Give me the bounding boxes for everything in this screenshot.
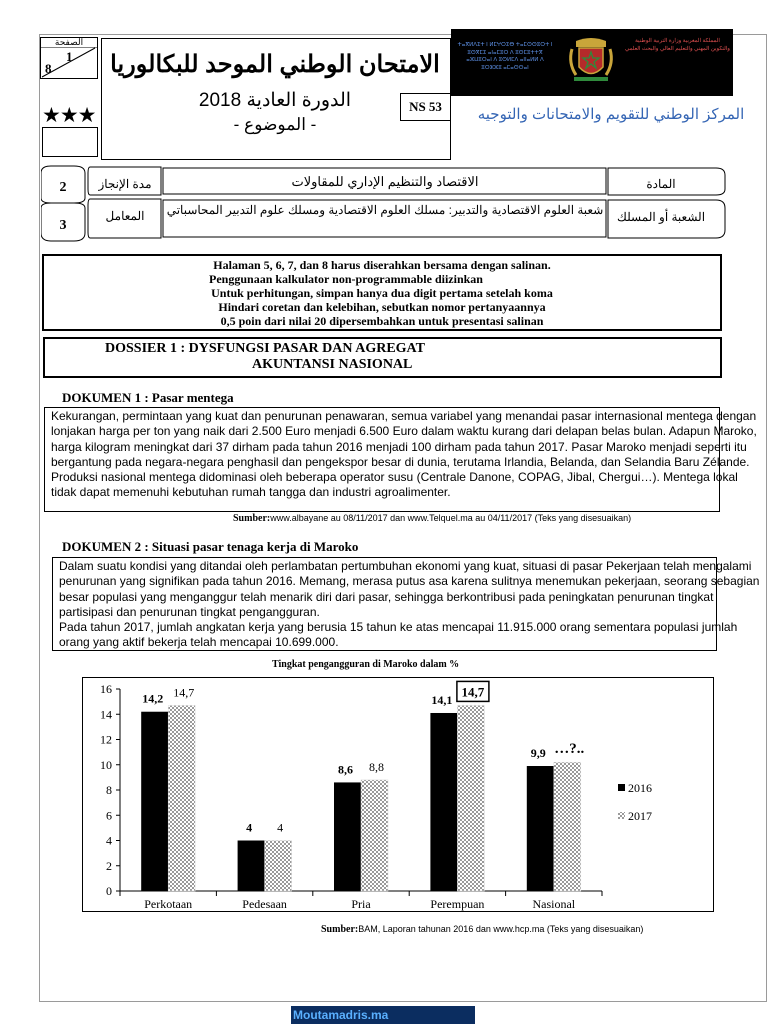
exam-center-title: المركز الوطني للتقويم والامتحانات والتوجيه — [477, 106, 745, 123]
document2-paragraph2: Pada tahun 2017, jumlah angkatan kerja yang berusia 15 tahun ke atas mencapai 11.915.000 orang sementara populasi jumlah orang yang aktif bekerja telah mencapai 10.699.000. — [59, 620, 738, 650]
bar-2016 — [141, 712, 168, 891]
data-label-2016: 8,6 — [338, 762, 353, 777]
y-tick-label: 8 — [106, 783, 112, 797]
page-current: 1 — [66, 49, 73, 64]
exam-code: NS 53 — [400, 93, 451, 121]
chart-source — [321, 924, 643, 935]
y-tick-label: 2 — [106, 858, 112, 873]
y-tick-label: 6 — [106, 808, 112, 823]
document1-title: DOKUMEN 1 : Pasar mentega — [62, 390, 234, 405]
data-label-2016: 14,1 — [431, 692, 453, 707]
coefficient-label: المعامل — [105, 209, 145, 223]
ministry-logo-arabic-text: المملكة المغربية وزارة التربية الوطنية والتكوين المهني والتعليم العالي والبحث العلمي — [625, 38, 730, 52]
data-label-2017: 14,7 — [461, 684, 485, 700]
bar-2017 — [457, 705, 484, 891]
document1-source — [233, 513, 631, 524]
duration-value: 2 — [59, 180, 67, 195]
data-label-2017: 14,7 — [173, 685, 195, 700]
bar-2016 — [527, 766, 554, 891]
document1-paragraph1: Kekurangan, permintaan yang kuat dan penurunan penawaran, semua variabel yang menandai pasar internasional mentega dengan lonjakan harga per ton yang naik dari 2.500 Euro menjadi 6.500 Euro dalam waktu kurang dari delapan belas bulan. Adapun Maroko, harga kilogram meningkat dari 37 dirham pada tahun 2016 menjadi 100 dirham pada tahun 2017. Pasar Maroko menjadi seperti itu bergantung pada negara-negara penghasil dan pengekspor besar di dunia, terutama Irlandia, Belanda, dan Selandia Baru Zélande. — [51, 409, 757, 469]
y-tick-label: 0 — [106, 884, 112, 898]
y-tick-label: 12 — [100, 732, 112, 747]
moroccan-crest-icon — [566, 35, 616, 85]
data-label-2016: 9,9 — [530, 746, 546, 761]
instruction-line: Halaman 5, 6, 7, dan 8 harus diserahkan bersama dengan salinan. — [213, 258, 551, 272]
source-label: Sumber: — [233, 513, 271, 524]
difficulty-stars: ★★★ — [42, 104, 96, 127]
bar-2016 — [238, 841, 265, 892]
dossier-title-line2: AKUNTANSI NASIONAL — [252, 357, 413, 372]
bar-2017 — [168, 705, 195, 891]
unemployment-chart — [82, 677, 714, 912]
source-text: www.albayane au 08/11/2017 dan www.Telquel.ma au 04/11/2017 (Teks yang disesuaikan) — [270, 513, 632, 523]
instruction-line: Penggunaan kalkulator non-programmable diizinkan — [209, 272, 483, 286]
data-label-2017: 4 — [277, 820, 284, 835]
duration-label: مدة الإنجاز — [98, 177, 152, 191]
y-tick-label: 14 — [100, 707, 112, 722]
instruction-line: Untuk perhitungan, simpan hanya dua digit pertama setelah koma — [211, 286, 553, 300]
y-tick-label: 10 — [100, 757, 112, 772]
bar-2016 — [334, 782, 361, 891]
dossier-title-line1: DOSSIER 1 : DYSFUNGSI PASAR DAN AGREGAT — [105, 341, 425, 356]
document1-text — [51, 409, 765, 501]
watermark-logo: Moutamadris.ma — [291, 1006, 475, 1024]
blank-box — [42, 127, 98, 157]
branch-value: شعبة العلوم الاقتصادية والتدبير: مسلك العلوم الاقتصادية ومسلك علوم التدبير المحاسباتي — [166, 203, 604, 217]
bar-2017 — [361, 780, 388, 891]
document2-title: DOKUMEN 2 : Situasi pasar tenaga kerja di Maroko — [62, 539, 359, 554]
page-label: الصفحة — [54, 37, 84, 47]
legend-label-2016: 2016 — [628, 781, 652, 795]
category-label: Pedesaan — [242, 897, 287, 911]
y-tick-label: 16 — [100, 682, 112, 696]
data-label-2016: 14,2 — [142, 691, 164, 706]
legend-swatch-2016 — [618, 784, 625, 791]
legend-label-2017: 2017 — [628, 809, 652, 823]
dossier-title-box — [43, 337, 722, 378]
exam-title: الامتحان الوطني الموحد للبكالوريا — [110, 51, 440, 78]
chart-source-text: BAM, Laporan tahunan 2016 dan www.hcp.ma (Teks yang disesuaikan) — [358, 924, 644, 934]
data-label-2017: …?.. — [554, 741, 585, 758]
data-label-2017: 8,8 — [369, 759, 384, 774]
data-label-2016: 4 — [246, 820, 253, 835]
exam-session: الدورة العادية 2018 — [198, 90, 352, 111]
chart-title: Tingkat pengangguran di Maroko dalam % — [272, 659, 460, 670]
category-label: Perempuan — [430, 897, 485, 911]
chart-source-label: Sumber: — [321, 924, 359, 935]
page-total: 8 — [45, 61, 52, 76]
bar-2016 — [430, 713, 457, 891]
legend-swatch-2017 — [618, 812, 625, 819]
subject-label: المادة — [646, 177, 676, 191]
coefficient-value: 3 — [59, 218, 67, 233]
subject-value: الاقتصاد والتنظيم الإداري للمقاولات — [291, 174, 479, 189]
document2-text — [59, 559, 765, 651]
category-label: Pria — [351, 897, 371, 911]
ministry-logo-tifinagh-text: ⵜⴰⴳⵍⴷⵉⵜ ⵏ ⵍⵎⵖⵔⵉⴱ ⵜⴰⵎⵙⵙⵓⵔⵜ ⵏ ⵓⵙⴳⵎⵉ ⴰⵏⴰⵎⵓⵔ ⴷ ⵓⵙⵎⵓⵜⵜⴳ ⴰⵣⵡⵓⵔⴰⵏ ⴷ ⵓⵙⵍⵎⴷ ⴰⵏⵏⴰⵍⵍ ⴷ ⵓⵔⵣⵣⵓ ⴰⵎⴰⵙⵙⴰⵏ — [457, 42, 553, 71]
instruction-line: 0,5 poin dari nilai 20 dipersembahkan untuk presentasi salinan — [220, 314, 544, 328]
y-tick-label: 4 — [106, 833, 112, 848]
instruction-line: Hindari coretan dan kelebihan, sebutkan nomor pertanyaannya — [218, 300, 546, 314]
exam-subject-label: - الموضوع - — [233, 115, 317, 134]
category-label: Perkotaan — [144, 897, 193, 911]
category-label: Nasional — [532, 897, 576, 911]
branch-label: الشعبة أو المسلك — [616, 210, 706, 224]
bar-2017 — [265, 841, 292, 892]
document1-paragraph2: Produksi nasional mentega didominasi oleh beberapa operator susu (Centrale Danone, COPAG, Jibal, Chergui…). Mentega lokal tidak dapat memenuhi kebutuhan rumah tangga dan industri agroalimenter. — [51, 470, 738, 500]
bar-2017 — [554, 762, 581, 891]
document2-paragraph1: Dalam suatu kondisi yang ditandai oleh perlambatan pertumbuhan ekonomi yang kuat, situasi di pasar Pekerjaan telah mengalami penurunan yang signifikan pada tahun 2016. Memang, merasa putus asa karena sulitnya menemukan pekerjaan, seorang sebagian besar populasi yang menganggur telah menarik diri dari pasar, sehingga berkontribusi pada peningkatan penurunan tingkat partisipasi dan penurunan tingkat pengangguran. — [59, 559, 760, 619]
instructions-box — [42, 254, 722, 331]
